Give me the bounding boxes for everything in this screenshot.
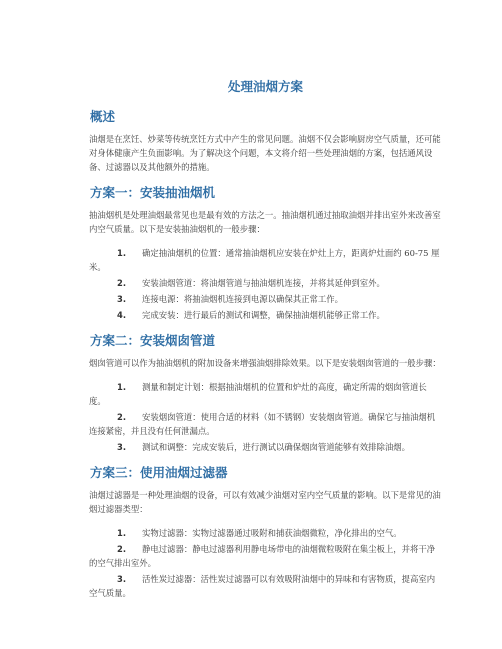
list-item [89,380,442,408]
section-paragraph-overview: 油烟是在烹饪、炒菜等传统烹饪方式中产生的常见问题。油烟不仅会影响厨房空气质量，还可能对身体健康产生负面影响。为了解决这个问题，本文将介绍一些处理油烟的方案，包括通风设备、过滤器以及其他额外的措施。 [89,134,441,172]
list-item-number: 2. [117,544,127,554]
section-heading-plan-1: 方案一：安装抽油烟机 [90,185,216,200]
types-list-plan-3 [89,526,442,600]
list-item-number: 4. [117,310,127,320]
list-item-number: 2. [117,412,127,422]
steps-list-plan-2 [89,380,442,454]
list-item-text: 测试和调整：完成安装后，进行测试以确保烟囱管道能够有效排除油烟。 [142,442,410,452]
list-item [89,440,442,454]
list-item-text: 完成安装：进行最后的测试和调整，确保抽油烟机能够正常工作。 [142,310,385,320]
list-item [89,542,442,570]
list-item [89,572,442,600]
list-item-text: 静电过滤器：静电过滤器利用静电场带电的油烟微粒吸附在集尘板上，并将干净的空气排出室外。 [89,544,436,568]
list-item-text: 安装烟囱管道：使用合适的材料（如不锈钢）安装烟囱管道。确保它与抽油烟机连接紧密，并且没有任何泄漏点。 [89,412,436,436]
section-paragraph-plan-2: 烟囱管道可以作为抽油烟机的附加设备来增强油烟排除效果。以下是安装烟囱管道的一般步骤： [89,358,441,368]
list-item-number: 1. [117,248,127,258]
list-item [89,526,442,540]
list-item-text: 实物过滤器：实物过滤器通过吸附和捕获油烟微粒，净化排出的空气。 [142,528,402,538]
list-item-text: 测量和制定计划：根据抽油烟机的位置和炉灶的高度，确定所需的烟囱管道长度。 [89,382,427,406]
section-heading-plan-2: 方案二：安装烟囱管道 [90,333,216,348]
section-heading-overview: 概述 [90,109,116,124]
list-item-text: 确定抽油烟机的位置：通常抽油烟机应安装在炉灶上方，距离炉灶面约 60-75 厘米。 [89,248,440,272]
section-paragraph-plan-3: 油烟过滤器是一种处理油烟的设备，可以有效减少油烟对室内空气质量的影响。以下是常见的油烟过滤器类型： [89,490,441,514]
list-item [89,246,442,274]
list-item-number: 1. [117,528,127,538]
list-item [89,292,442,306]
list-item-number: 3. [117,574,127,584]
list-item-text: 活性炭过滤器：活性炭过滤器可以有效吸附油烟中的异味和有害物质，提高室内空气质量。 [89,574,436,598]
list-item-number: 3. [117,294,127,304]
list-item [89,308,442,322]
list-item-number: 1. [117,382,127,392]
list-item-text: 安装油烟管道：将油烟管道与抽油烟机连接，并将其延伸到室外。 [142,278,385,288]
list-item [89,410,442,438]
steps-list-plan-1 [89,246,442,322]
list-item-number: 2. [117,278,127,288]
section-paragraph-plan-1: 抽油烟机是处理油烟最常见也是最有效的方法之一。抽油烟机通过抽取油烟并排出室外来改善室内空气质量。以下是安装抽油烟机的一般步骤： [89,210,441,234]
document-title: 处理油烟方案 [227,79,303,94]
list-item [89,276,442,290]
list-item-text: 连接电源：将抽油烟机连接到电源以确保其正常工作。 [142,294,343,304]
list-item-number: 3. [117,442,127,452]
section-heading-plan-3: 方案三：使用油烟过滤器 [90,465,228,480]
